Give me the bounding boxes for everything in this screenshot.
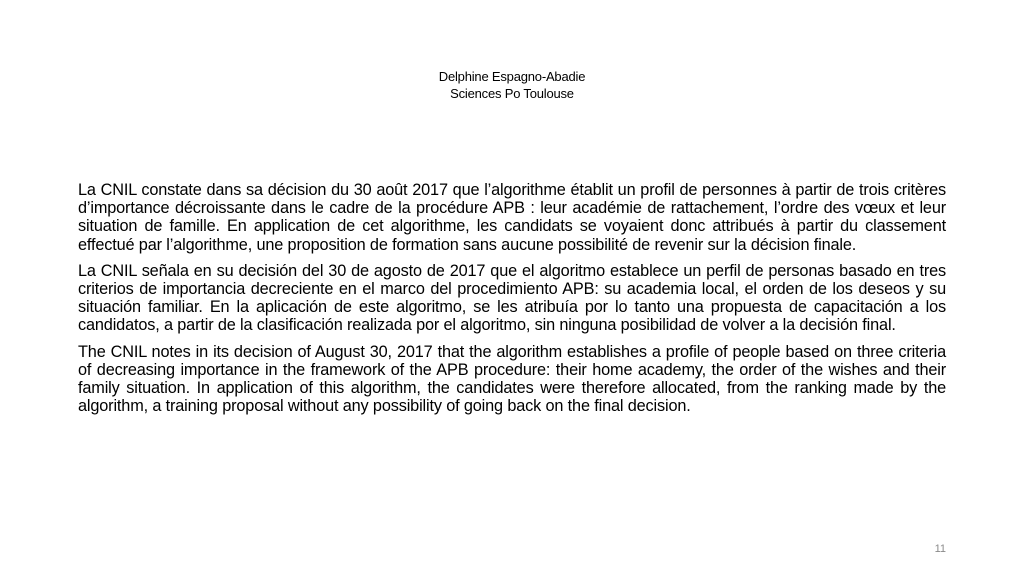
institution-name: Sciences Po Toulouse: [450, 86, 574, 101]
author-name: Delphine Espagno-Abadie: [438, 69, 586, 84]
page-number: 11: [934, 543, 946, 555]
paragraph-spanish: La CNIL señala en su decisión del 30 de agosto de 2017 que el algoritmo establece un perfil de personas basado en tres criterios de importancia decreciente en el marco del procedimiento APB: su academia local, el orden de los deseos y su situación familiar. En la aplicación de este algoritmo, se les atribuía por lo tanto una propuesta de capacitación a los candidatos, a partir de la clasificación realizada por el algoritmo, sin ninguna posibilidad de volver a la decisión final.: [78, 261, 946, 335]
paragraph-english: The CNIL notes in its decision of August 30, 2017 that the algorithm establishes a profile of people based on three criteria of decreasing importance in the framework of the APB procedure: their home academy, the order of the wishes and their family situation. In application of this algorithm, the candidates were therefore allocated, from the ranking made by the algorithm, a training proposal without any possibility of going back on the final decision.: [78, 342, 946, 416]
slide-header: [0, 68, 1024, 102]
slide-body: [78, 181, 946, 423]
paragraph-french: La CNIL constate dans sa décision du 30 août 2017 que l’algorithme établit un profil de personnes à partir de trois critères d’importance décroissante dans le cadre de la procédure APB : leur académie de rattachement, l’ordre des vœux et leur situation de famille. En application de cet algorithme, les candidats se voyaient donc attribués à partir du classement effectué par l’algorithme, une proposition de formation sans aucune possibilité de revenir sur la décision finale.: [78, 181, 946, 254]
